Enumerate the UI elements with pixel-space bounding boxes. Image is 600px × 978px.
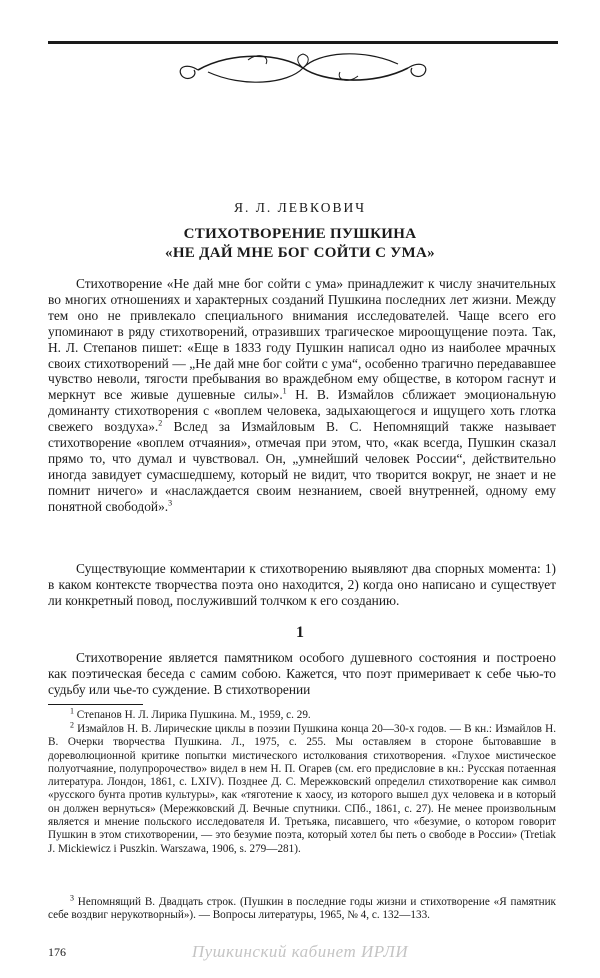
section-number: 1 (296, 624, 304, 641)
footnote-ref-3: 3 (168, 498, 173, 508)
paragraph-1 (48, 276, 556, 515)
footnote-ref-1: 1 (282, 386, 287, 396)
footnote-2-text: Измайлов Н. В. Лирические циклы в поэзии Пушкина конца 20—30-х годов. — В кн.: Измайлов Н. В. Очерки творчества Пушкина. Л., 1975, с. 255. Мы оставляем в стороне бытовавшие в дореволюционной критике попытки мистического истолкования стихотворения. «Глухое мистическое полуотчаяние, полупророчество» видел в нем Н. П. Огарев (см. его предисловие в кн.: Русская потаенная литература. Лондон, 1861, с. LXIV). Позднее Д. С. Мережковский определил стихотворение как символ «русского бунта против культуры», как «тяготение к хаосу, из которого вышел дух человека и в который он должен вернуться» (Мережковский Д. Вечные спутники. СПб., 1861, с. 27). Не менее произвольным является и мнение польского исследователя И. Третьяка, писавшего, что «безумие, о котором говорит Пушкин в этом стихотворении, — это безумие поэта, который хотел бы петь о свободе в России» (Tretiak J. Mickiewicz i Puszkin. Warszawa, 1906, s. 279—281). (48, 723, 556, 855)
paragraph-1-text-c: Вслед за Измайловым В. С. Непомнящий также называет стихотворение «воплем отчаяния», отмечая при этом, что, «как всегда, Пушкин сказал прямо то, что думал и чувствовал. Он, „умнейший человек России“, действительно иногда завидует сумасшедшему, который не видит, что творится вокруг, не знает и не помнит ничего» и «наслаждается своим незнанием, своей внутренней, одному ему понятной свободой». (48, 419, 556, 514)
footnote-2 (48, 720, 556, 856)
author-name: Я. Л. ЛЕВКОВИЧ (233, 200, 366, 215)
footnote-3-text: Непомнящий В. Двадцать строк. (Пушкин в последние годы жизни и стихотворение «Я памятник себе воздвиг нерукотворный»). — Вопросы литературы, 1965, № 4, с. 132—133. (48, 896, 556, 922)
footnote-ref-2: 2 (158, 418, 163, 428)
footnote-1-text: Степанов Н. Л. Лирика Пушкина. М., 1959, с. 29. (74, 709, 311, 721)
paragraph-3: Стихотворение является памятником особого душевного состояния и построено как поэтическая беседа с самим собою. Кажется, что поэт примеривает к себе чью-то судьбу или чье-то суждение. В стихотворении (48, 650, 556, 697)
article-title (0, 225, 600, 263)
paragraph-2: Существующие комментарии к стихотворению выявляют два спорных момента: 1) в каком контексте творчества поэта оно находится, 2) когда оно написано и существует ли конкретный повод, послуживший толчком к его созданию. (48, 561, 556, 608)
footnote-2-mark: 2 (70, 720, 74, 730)
title-line-1: СТИХОТВОРЕНИЕ ПУШКИНА (183, 226, 417, 242)
footnote-3-mark: 3 (70, 893, 74, 903)
footnote-divider (48, 704, 143, 705)
paragraph-1-text-a: Стихотворение «Не дай мне бог сойти с ума» принадлежит к числу значительных во многих отношениях и характерных созданий Пушкина последних лет жизни. Между тем оно не привлекало специального внимания исследователей. Чаще всего его упоминают в ряду стихотворений, отразивших трагическое мироощущение поэта. Так, Н. Л. Степанов пишет: «Еще в 1833 году Пушкин написал одно из наиболее мрачных своих стихотворений — „Не дай мне бог сойти с ума“, особенно трагично передававшее чувство неволи, тягости пребывания во враждебном ему обществе, в котором гаснут и меркнут все живые душевные силы». (48, 276, 556, 403)
footnote-1 (48, 706, 556, 722)
page-number: 176 (48, 945, 66, 959)
paragraph-1-text-b: Н. В. Измайлов сближает эмоциональную доминанту стихотворения с «воплем человека, задыхающегося и ищущего хоть глотка свежего воздуха». (48, 387, 556, 435)
footnote-1-mark: 1 (70, 706, 74, 716)
decorative-header-ornament (48, 38, 558, 98)
footnote-3 (48, 893, 556, 923)
watermark: Пушкинский кабинет ИРЛИ (191, 942, 409, 961)
title-line-2: «НЕ ДАЙ МНЕ БОГ СОЙТИ С УМА» (165, 245, 435, 261)
